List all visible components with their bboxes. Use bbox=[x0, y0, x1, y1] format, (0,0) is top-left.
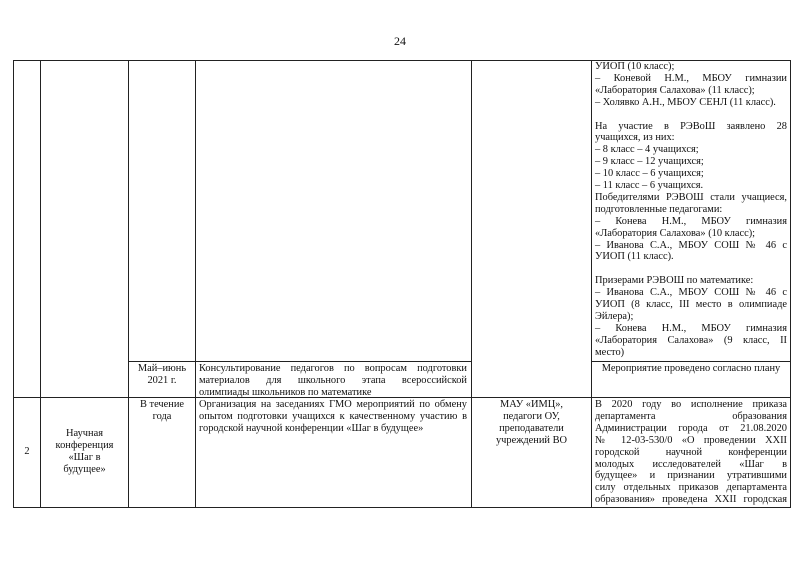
continued-results-cell bbox=[595, 61, 787, 359]
results-line: На участие в РЭВоШ заявлено 28 bbox=[595, 120, 787, 132]
results-line: учащихся, из них: bbox=[595, 132, 675, 144]
event-line: «Шаг в bbox=[68, 451, 101, 463]
results-line: городской научной конференции bbox=[595, 446, 787, 458]
results-line: департамента образования bbox=[595, 410, 787, 422]
results-line: – Конева Н.М., МБОУ гимназия bbox=[595, 215, 787, 227]
results-line: место) bbox=[595, 346, 625, 358]
results-line: УИОП (8 класс, III место в олимпиаде bbox=[595, 299, 787, 311]
period-line: 2021 г. bbox=[147, 374, 177, 386]
activity-line: городской научной конференции «Шаг в будущее» bbox=[199, 422, 424, 434]
row2-activity-cell bbox=[199, 399, 467, 435]
table-bottom-border bbox=[13, 507, 791, 508]
responsible-line: МАУ «ИМЦ», bbox=[499, 399, 564, 410]
results-line: – 11 класс – 6 учащихся. bbox=[595, 180, 704, 192]
may-result-cell bbox=[592, 363, 790, 375]
col-line-5 bbox=[591, 60, 592, 508]
col-line-6 bbox=[790, 60, 791, 508]
blank-line bbox=[595, 109, 787, 121]
results-line: Победителями РЭВОШ стали учащиеся, bbox=[595, 191, 787, 203]
may-period-cell bbox=[129, 363, 195, 387]
results-line: – Холявко А.Н., МБОУ СЕНЛ (11 класс). bbox=[595, 96, 776, 108]
results-line: «Лаборатория Салахова» (10 класс); bbox=[595, 227, 756, 239]
period-line: В течение bbox=[140, 399, 184, 410]
event-line: будущее» bbox=[63, 463, 106, 475]
results-line: силу отдельных приказов департамента bbox=[595, 482, 787, 494]
blank-line bbox=[595, 263, 787, 275]
row2-period-cell bbox=[129, 399, 195, 423]
activity-line: Консультирование педагогов по вопросам подготовки bbox=[199, 363, 467, 374]
results-line: Эйлера); bbox=[595, 311, 634, 322]
period-line: года bbox=[152, 410, 172, 422]
results-line: Призерами РЭВОШ по математике: bbox=[595, 275, 754, 287]
results-line: – Иванова С.А., МБОУ СОШ № 46 с bbox=[595, 239, 787, 251]
results-line: – 8 класс – 4 учащихся; bbox=[595, 144, 699, 156]
may-activity-cell bbox=[199, 363, 467, 399]
results-line: – 10 класс – 6 учащихся; bbox=[595, 168, 704, 180]
results-line: – Конева Н.М., МБОУ гимназия bbox=[595, 322, 787, 334]
event-line: Научная bbox=[66, 428, 103, 439]
responsible-line: учреждений ВО bbox=[495, 434, 568, 446]
activity-line: опытом подготовки учащихся к качественному участию в bbox=[199, 410, 467, 422]
responsible-line: преподаватели bbox=[499, 422, 564, 434]
row-divider-may-result bbox=[591, 361, 791, 362]
row-number: 2 bbox=[24, 446, 30, 457]
col-line-3 bbox=[195, 60, 196, 508]
results-line: подготовленные педагогами: bbox=[595, 203, 723, 215]
results-line: «Лаборатория Салахова» (11 класс); bbox=[595, 84, 755, 96]
page-number: 24 bbox=[394, 34, 406, 48]
row-number-cell bbox=[14, 446, 40, 458]
responsible-line: педагоги ОУ, bbox=[503, 410, 560, 422]
results-line: Администрации города от 21.08.2020 bbox=[595, 422, 787, 434]
row2-responsible-cell bbox=[472, 399, 591, 447]
results-line: образования» проведена XXII городская bbox=[595, 494, 787, 506]
results-line: молодых исследователей «Шаг в bbox=[595, 458, 787, 470]
activity-line: олимпиады школьников по математике bbox=[199, 386, 372, 398]
results-line: УИОП (11 класс). bbox=[595, 251, 674, 263]
results-line: В 2020 году во исполнение приказа bbox=[595, 399, 787, 410]
results-line: будущее» и признании утратившими bbox=[595, 470, 787, 482]
col-line-2 bbox=[128, 60, 129, 508]
col-line-0 bbox=[13, 60, 14, 508]
results-line: УИОП (10 класс); bbox=[595, 61, 675, 72]
row-divider-may bbox=[128, 361, 471, 362]
activity-line: материалов для школьного этапа всероссийской bbox=[199, 374, 467, 386]
results-line: – Иванова С.А., МБОУ СОШ № 46 с bbox=[595, 287, 787, 299]
results-line: «Лаборатория Салахова» (9 класс, II bbox=[595, 334, 787, 346]
result-text: Мероприятие проведено согласно плану bbox=[601, 363, 781, 374]
event-line: конференция bbox=[55, 439, 114, 451]
period-line: Май–июнь bbox=[137, 363, 187, 374]
results-line: – Коневой Н.М., МБОУ гимназии bbox=[595, 72, 787, 84]
activity-line: Организация на заседаниях ГМО мероприятий по обмену bbox=[199, 399, 467, 410]
results-line: – 9 класс – 12 учащихся; bbox=[595, 156, 704, 168]
row2-results-cell bbox=[595, 399, 787, 506]
event-name-cell bbox=[41, 428, 128, 476]
results-line: № 12-03-530/0 «О проведении XXII bbox=[595, 434, 787, 446]
